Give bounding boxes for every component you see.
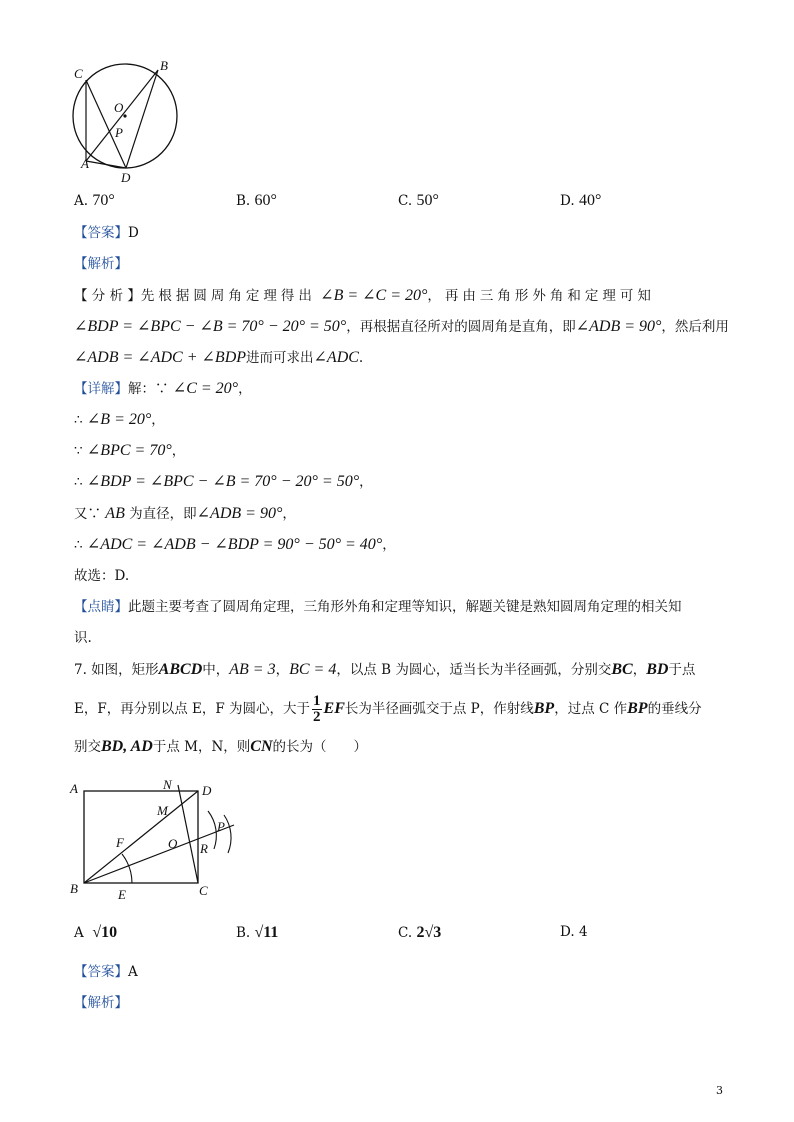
q7-stem-line2: E，F，再分别以点 E，F 为圆心，大于 $\frac{1}{2}$ EF长为半径画弧交于点 P，作射线BP，过点 C 作BP的垂线分 [74,693,702,725]
label-f: F [116,835,124,850]
q6-detail-line7: 故选：D. [74,568,130,584]
q7-option-a: A √10 [74,924,118,941]
q6-detail-line3: ∵ ∠BPC = 70°， [74,442,186,459]
q6-detail-line6: ∴ ∠ADC = ∠ADB − ∠BDP = 90° − 50° = 40°， [74,536,396,553]
label-c: C [74,66,83,81]
label-n: N [163,777,172,792]
fraction-half: $\frac{1}{2}$ [313,693,321,725]
q6-detail-line4: ∴ ∠BDP = ∠BPC − ∠B = 70° − 20° = 50°， [74,473,373,490]
q6-dianjing-line2: 识. [74,630,92,646]
label-m: M [157,803,168,818]
label-a2: A [70,781,78,796]
label-o2: O [168,836,178,851]
label-r: R [200,841,208,856]
q6-analysis-tag: 【解析】 [74,256,128,272]
q7-answer: 【答案】A [74,964,138,980]
label-e: E [118,887,126,902]
label-p2: P [217,819,225,834]
q6-option-d: D. 40° [560,192,602,209]
label-b2: B [70,881,78,896]
q7-analysis-tag: 【解析】 [74,995,128,1011]
q6-detail-line2: ∴ ∠B = 20°， [74,411,165,428]
q7-option-c: C. 2√3 [398,924,442,941]
q6-detail-line5: 又∵ AB 为直径，即∠ADB = 90°， [74,505,296,522]
rectangle-figure [62,775,242,905]
q6-option-b: B. 60° [236,192,277,209]
page-number: 3 [716,1084,723,1097]
q6-option-a: A. 70° [74,192,115,209]
label-d: D [121,170,131,185]
label-b: B [160,58,168,73]
q6-answer: 【答案】D [74,225,139,241]
q6-dianjing-line1: 【点睛】此题主要考查了圆周角定理，三角形外角和定理等知识，解题关键是熟知圆周角定理的相关知 [74,599,682,615]
q6-fenxi-line2: ∠BDP = ∠BPC − ∠B = 70° − 20° = 50°，再根据直径所对的圆周角是直角，即∠ADB = 90°，然后利用 [74,318,729,335]
q6-fenxi-line1: 【 分 析 】先根据圆周角定理得出 ∠B = ∠C = 20°，再由三角形外角和定理可知 [74,287,655,304]
label-c2: C [199,883,208,898]
label-a: A [81,156,89,171]
q6-detail-line1: 【详解】解：∵ ∠C = 20°， [74,380,252,397]
q6-fenxi-line3: ∠ADB = ∠ADC + ∠BDP进而可求出∠ADC. [74,349,364,366]
circle-figure [62,58,182,186]
q7-stem-line3: 别交BD, AD于点 M，N，则CN的长为（ ） [74,738,368,755]
q7-option-b: B. √11 [236,924,279,941]
q6-option-c: C. 50° [398,192,439,209]
label-o: O [114,100,124,115]
q7-stem-line1: 7. 如图，矩形ABCD中，AB = 3，BC = 4，以点 B 为圆心，适当长为半径画弧，分别交BC，BD于点 [74,661,696,678]
q7-option-d: D. 4 [560,924,588,940]
label-d2: D [202,783,212,798]
label-p: P [115,125,123,140]
